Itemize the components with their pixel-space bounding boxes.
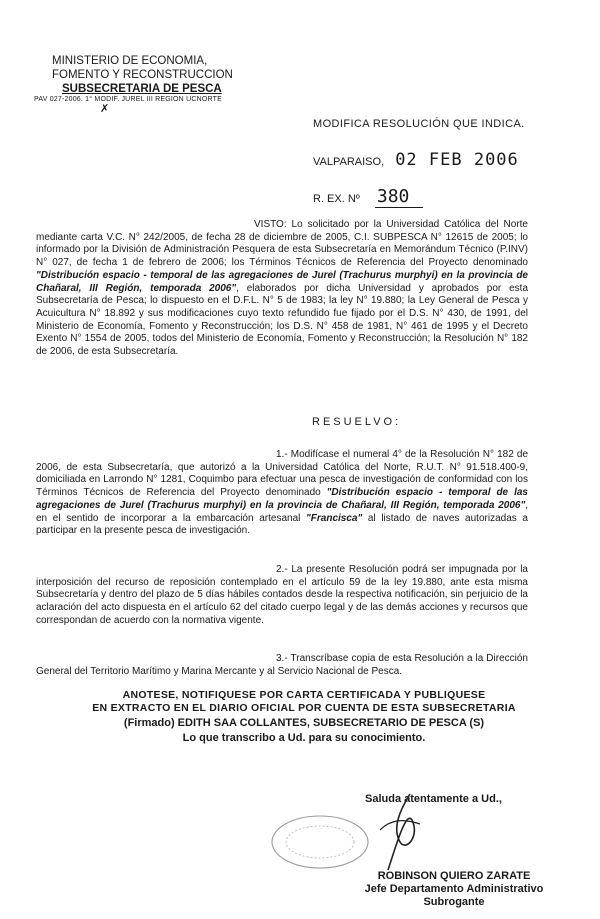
salutation: Saluda atentamente a Ud.,	[365, 793, 502, 805]
letterhead-subsecretaria: SUBSECRETARIA DE PESCA	[62, 83, 222, 95]
letterhead-fomento: FOMENTO Y RECONSTRUCCION	[52, 69, 233, 81]
article-1-project-title: "Distribución espacio - temporal de las agregaciones de Jurel (Trachurus murphyi) en la provincia de Chañaral, III Región, temporada 2006"	[36, 487, 528, 511]
article-2: 2.- La presente Resolución podrá ser impugnada por la interposición del recurso de reposición contemplado en el artículo 59 de la ley 19.880, ante esta misma Subsecretaría y dentro del plazo de 5 días hábiles contados desde la respectiva notificación, sin perjuicio de la aclaración del acto dispuesta en el artículo 62 del citado cuerpo legal y de las demás acciones y recursos que correspondan de acuerdo con la normativa vigente.	[36, 564, 528, 626]
signer-title: Jefe Departamento Administrativo	[364, 883, 544, 895]
transcription-line: Lo que transcribo a Ud. para su conocimiento.	[182, 732, 426, 744]
signer-name: ROBINSON QUIERO ZARATE	[377, 870, 531, 882]
handwritten-mark: ✗	[100, 103, 110, 115]
visto-project-title: "Distribución espacio - temporal de las agregaciones de Jurel (Trachurus murphyi) en la provincia de Chañaral, III Región, temporada 2006"	[36, 269, 528, 294]
article-1-text-1: 1.- Modifícase el numeral 4° de la Resolución N° 182 de 2006, de esta Subsecretaría, que autorizó a la Universidad Católica del Norte, R.U.T. N° 91.518.400-9, domiciliada en Larrondo N° 1281, Coquimbo para efectuar una pesca de investigación de conformidad con los Términos Técnicos de Referencia del Proyecto denominado	[36, 449, 528, 499]
publication-order	[34, 689, 574, 715]
visto-paragraph	[36, 219, 528, 359]
vessel-name: "Francisca"	[306, 512, 363, 524]
letterhead	[52, 54, 233, 96]
resolution-number: 380	[375, 186, 424, 208]
place-date	[313, 150, 519, 170]
document-subject: MODIFICA RESOLUCIÓN QUE INDICA.	[313, 118, 525, 130]
file-reference: PAV 027-2006. 1° MODIF. JUREL III REGION UCNORTE	[34, 96, 222, 103]
resolution-number-line	[313, 186, 423, 207]
resuelvo-heading: RESUELVO:	[312, 416, 402, 428]
handwritten-date: 02 FEB 2006	[395, 150, 519, 170]
article-1	[36, 449, 528, 538]
handwritten-signature	[260, 790, 460, 880]
signer-block	[334, 870, 574, 909]
signed-by	[34, 716, 574, 746]
visto-text-1: VISTO: Lo solicitado por la Universidad Católica del Norte mediante carta V.C. N° 242/2005, de fecha 28 de diciembre de 2005, C.I. SUBPESCA N° 12615 de 2005; lo informado por la División de Administración Pesquera de esta Subsecretaría en Memorándum Técnico (P.INV) N° 027, de fecha 1 de febrero de 2006; los Términos Técnicos de Referencia del Proyecto denominado	[36, 219, 528, 269]
place: VALPARAISO,	[313, 156, 385, 168]
publication-order-line-1: ANOTESE, NOTIFIQUESE POR CARTA CERTIFICADA Y PUBLIQUESE	[122, 689, 486, 701]
signed-by-line: (Firmado) EDITH SAA COLLANTES, SUBSECRETARIO DE PESCA (S)	[123, 717, 485, 729]
visto-text-2: , elaborados por dicha Universidad y aprobados por esta Subsecretaría de Pesca; lo dispuesto en el D.F.L. N° 5 de 1983; la ley N° 19.880; la Ley General de Pesca y Acuicultura N° 18.892 y sus modificaciones cuyo texto refundido fue fijado por el D.S. N° 430, de 1991, del Ministerio de Economía, Fomento y Reconstrucción; los D.S. N° 458 de 1981, N° 461 de 1995 y el Decreto Exento N° 1554 de 2005, todos del Ministerio de Economía, Fomento y Reconstrucción; la Resolución N° 182 de 2006, de esta Subsecretaría.	[36, 282, 528, 358]
article-1-text-2: , en el sentido de incorporar a la embarcación artesanal	[36, 499, 528, 524]
article-1-text-3: al listado de naves autorizadas a participar en la presente pesca de investigación.	[36, 512, 528, 537]
signer-role: Subrogante	[423, 896, 485, 908]
article-3: 3.- Transcríbase copia de esta Resolución a la Dirección General del Territorio Marítimo y Marina Mercante y al Servicio Nacional de Pesca.	[36, 653, 528, 677]
publication-order-line-2: EN EXTRACTO EN EL DIARIO OFICIAL POR CUENTA DE ESTA SUBSECRETARIA	[92, 702, 516, 714]
resolution-label: R. EX. Nº	[313, 193, 360, 205]
letterhead-ministry: MINISTERIO DE ECONOMIA,	[52, 55, 208, 67]
